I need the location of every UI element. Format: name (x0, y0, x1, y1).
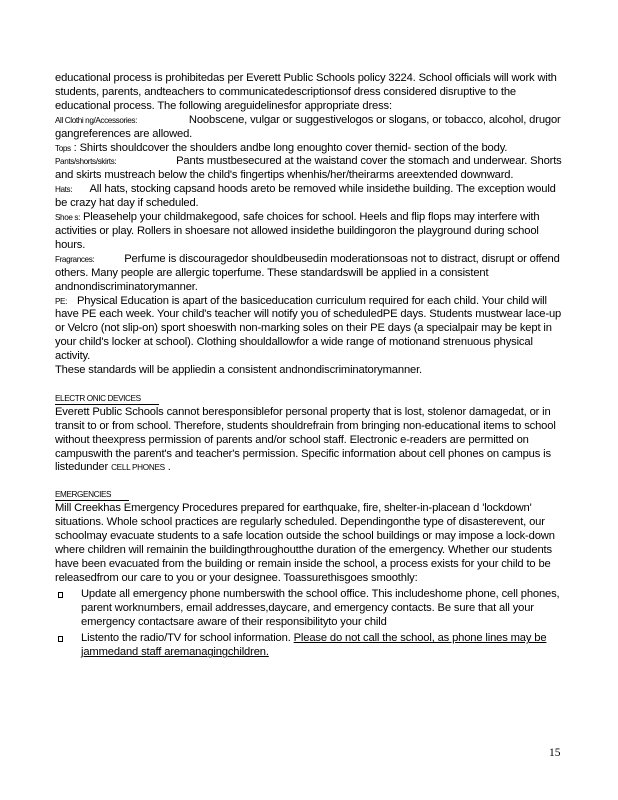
section-heading: ELECTR ONIC DEVICES (55, 394, 159, 405)
electronic-devices-section (55, 392, 565, 475)
guideline-text: Pants mustbesecured at the waistand cover the stomach and underwear. Shorts and skirts mustreach below the child's fingertips whenhis/her/theirarms areextended downward. (55, 155, 562, 182)
guideline-text: Noobscene, vulgar or suggestivelogos or slogans, or tobacco, alcohol, drugor gangreferences are allowed. (55, 113, 561, 140)
guideline-label: PE: (55, 296, 67, 306)
page-number: 15 (549, 747, 561, 759)
guideline-label: Fragrances: (55, 254, 95, 264)
square-bullet-icon (58, 636, 63, 642)
guideline-text: Pleasehelp your childmakegood, safe choices for school. Heels and flip flops may interfere with activities or play. Rollers in shoesare not allowed insidethe buildingoron the playground during school hours. (55, 211, 540, 251)
dress-guidelines (55, 114, 565, 364)
guideline-label: Hats: (55, 185, 73, 195)
square-bullet-icon (58, 592, 63, 598)
guideline-label: Shoe s: (55, 213, 80, 223)
emergencies-paragraph: Mill Creekhas Emergency Procedures prepared for earthquake, fire, shelter-in-placean d 'lockdown' situations. Whole school practices are regularly scheduled. Dependingonthe type of disasterevent, our schoolmay evacuate students to a safe location outside the school buildings or may impose a lock-down where children will remainin the buildingthroughoutthe duration of the emergency. Whether our students have been evacuated from the building or remain inside the school, a process exists for your child to be releasedfrom our care to you or your designee. Toassurethisgoes smoothly: (55, 502, 555, 584)
guideline-label: Tops (55, 143, 71, 153)
bullet-text: Update all emergency phone numberswith the school office. This includeshome phone, cell phones, parent worknumbers, email addresses,daycare, and emergency contacts. Be sure that all your emergency contactsare aware of their responsibilityto your child (81, 587, 560, 628)
guideline-text: Physical Education is apart of the basiceducation curriculum required for each child. Your child will have PE each week. Your child's teacher will notify you of scheduledPE days. Students mustwear lace-up or Velcro (not slip-on) sport shoeswith non-marking soles on their PE days (a specialpair may be kept in your child's locker at school). Clothing shouldallowfor a wide range of motionand strenuous physical activity. (55, 294, 562, 363)
guideline-item (55, 155, 565, 183)
bullet-text: Listento the radio/TV for school information. (81, 632, 294, 645)
guideline-text: : Shirts shouldcover the shoulders andbe long enoughto cover themid- section of the body. (73, 141, 508, 154)
guideline-label: All Clothi ng/Accessories: (55, 115, 137, 125)
standards-paragraph: These standards will be appliedin a consistent andnondiscriminatorymanner. (55, 364, 423, 377)
guideline-item (55, 253, 565, 295)
guideline-item (55, 295, 565, 365)
intro-paragraph: educational process is prohibitedas per Everett Public Schools policy 3224. School officials will work with students, parents, andteachers to communicatedescriptionsof dress considered disruptive to the educational process. The following areguidelinesfor appropriate dress: (55, 72, 557, 112)
electronic-paragraph (55, 406, 565, 476)
guideline-item (55, 211, 565, 253)
list-item (55, 588, 565, 630)
guideline-item (55, 183, 565, 211)
cell-phones-reference: CELL PHONES (111, 463, 165, 473)
emergency-bullet-list (55, 588, 565, 661)
guideline-text: Perfume is discouragedor shouldbeusedin moderationsoas not to distract, disrupt or offend others. Many people are allergic toperfume. These standardswill be applied in a consistent andnondiscriminatorymanner. (55, 252, 560, 293)
electronic-text: Everett Public Schools cannot beresponsiblefor personal property that is lost, stolenor damagedat, or in transit to or from school. Therefore, students shouldrefrain from bringing non-educational items to school without theexpress permission of parents and/or school staff. Electronic e-readers are permitted on campuswith the parent's and teacher's permission. Specific information about cell phones on campus is listedunder (55, 405, 556, 474)
guideline-item (55, 142, 565, 156)
guideline-text: All hats, stocking capsand hoods areto be removed while insidethe building. The exception would be crazy hat day if scheduled. (55, 183, 556, 210)
emergencies-section (55, 488, 565, 660)
guideline-label: Pants/shorts/skirts: (55, 157, 117, 167)
list-item (55, 632, 565, 660)
sentence-end: . (167, 461, 171, 474)
section-heading: EMERGENCIES (55, 490, 129, 501)
document-body (55, 72, 565, 663)
bullet-underlined-text: Please do not call the school, as phone lines may be jammedand staff aremanagingchildren. (81, 632, 547, 659)
guideline-item (55, 114, 565, 142)
